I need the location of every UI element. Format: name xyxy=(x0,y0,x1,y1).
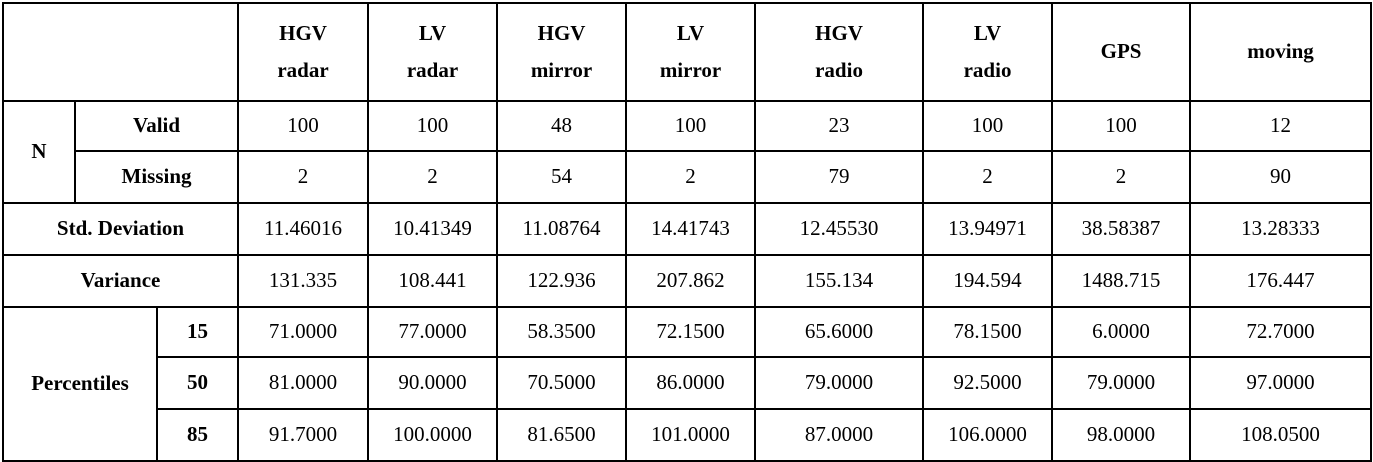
table-cell: 100 xyxy=(923,101,1052,151)
table-row-n-valid xyxy=(3,101,1371,151)
column-header xyxy=(497,3,626,101)
table-cell: 81.6500 xyxy=(497,409,626,461)
column-header-line2: mirror xyxy=(659,58,722,82)
row-label-valid: Valid xyxy=(75,101,238,151)
column-header-line2: mirror xyxy=(530,58,593,82)
table-cell: 90.0000 xyxy=(368,357,497,409)
table-cell: 13.28333 xyxy=(1190,203,1371,255)
table-cell: 77.0000 xyxy=(368,307,497,357)
column-header xyxy=(368,3,497,101)
percentile-label: 50 xyxy=(157,357,238,409)
table-row-percentile-50 xyxy=(3,357,1371,409)
table-cell: 2 xyxy=(368,151,497,203)
table-cell: 38.58387 xyxy=(1052,203,1190,255)
table-cell: 14.41743 xyxy=(626,203,755,255)
table-cell: 100 xyxy=(626,101,755,151)
table-cell: 108.0500 xyxy=(1190,409,1371,461)
table-cell: 92.5000 xyxy=(923,357,1052,409)
table-cell: 23 xyxy=(755,101,923,151)
table-cell: 79.0000 xyxy=(1052,357,1190,409)
table-cell: 91.7000 xyxy=(238,409,368,461)
table-cell: 97.0000 xyxy=(1190,357,1371,409)
table-cell: 98.0000 xyxy=(1052,409,1190,461)
table-cell: 2 xyxy=(1052,151,1190,203)
table-cell: 81.0000 xyxy=(238,357,368,409)
row-label-missing: Missing xyxy=(75,151,238,203)
table-cell: 2 xyxy=(626,151,755,203)
percentile-label: 85 xyxy=(157,409,238,461)
table-cell: 155.134 xyxy=(755,255,923,307)
table-cell: 12.45530 xyxy=(755,203,923,255)
table-cell: 207.862 xyxy=(626,255,755,307)
column-header-line1: LV xyxy=(418,20,447,45)
table-cell: 100.0000 xyxy=(368,409,497,461)
column-header xyxy=(923,3,1052,101)
percentile-label: 15 xyxy=(157,307,238,357)
table-cell: 100 xyxy=(368,101,497,151)
column-header-line2: radar xyxy=(406,58,459,82)
column-header xyxy=(626,3,755,101)
row-group-label-percentiles: Percentiles xyxy=(3,307,157,461)
table-cell: 48 xyxy=(497,101,626,151)
table-cell: 122.936 xyxy=(497,255,626,307)
table-cell: 11.08764 xyxy=(497,203,626,255)
table-cell: 79.0000 xyxy=(755,357,923,409)
header-row xyxy=(3,3,1371,101)
table-cell: 54 xyxy=(497,151,626,203)
table-row-percentile-15 xyxy=(3,307,1371,357)
header-corner-cell xyxy=(3,3,238,101)
table-cell: 6.0000 xyxy=(1052,307,1190,357)
row-group-label-n: N xyxy=(3,101,75,203)
row-label-variance: Variance xyxy=(3,255,238,307)
table-cell: 87.0000 xyxy=(755,409,923,461)
table-cell: 90 xyxy=(1190,151,1371,203)
table-cell: 131.335 xyxy=(238,255,368,307)
table-cell: 13.94971 xyxy=(923,203,1052,255)
column-header-line2: radio xyxy=(815,58,863,82)
column-header-line2: radar xyxy=(277,58,329,82)
column-header-line2: radio xyxy=(963,58,1012,82)
table-cell: 108.441 xyxy=(368,255,497,307)
table-cell: 194.594 xyxy=(923,255,1052,307)
table-row-variance xyxy=(3,255,1371,307)
table-row-std-deviation xyxy=(3,203,1371,255)
table-cell: 2 xyxy=(238,151,368,203)
table-cell: 100 xyxy=(238,101,368,151)
table-cell: 1488.715 xyxy=(1052,255,1190,307)
table-row-percentile-85 xyxy=(3,409,1371,461)
table-cell: 176.447 xyxy=(1190,255,1371,307)
table-row-n-missing xyxy=(3,151,1371,203)
table-cell: 58.3500 xyxy=(497,307,626,357)
table-cell: 78.1500 xyxy=(923,307,1052,357)
table-cell: 86.0000 xyxy=(626,357,755,409)
column-header-line1: HGV xyxy=(537,20,586,45)
table-cell: 72.1500 xyxy=(626,307,755,357)
column-header: moving xyxy=(1190,3,1371,101)
table-cell: 72.7000 xyxy=(1190,307,1371,357)
column-header-line1: LV xyxy=(973,20,1002,45)
column-header xyxy=(755,3,923,101)
column-header-line1: HGV xyxy=(279,20,327,45)
table-cell: 101.0000 xyxy=(626,409,755,461)
table-cell: 106.0000 xyxy=(923,409,1052,461)
column-header: GPS xyxy=(1052,3,1190,101)
table-cell: 65.6000 xyxy=(755,307,923,357)
table-cell: 79 xyxy=(755,151,923,203)
table-cell: 70.5000 xyxy=(497,357,626,409)
column-header-line1: HGV xyxy=(815,20,863,45)
table-cell: 10.41349 xyxy=(368,203,497,255)
row-label-std-deviation: Std. Deviation xyxy=(3,203,238,255)
column-header-line1: LV xyxy=(676,20,705,45)
table-cell: 100 xyxy=(1052,101,1190,151)
table-cell: 71.0000 xyxy=(238,307,368,357)
table-cell: 2 xyxy=(923,151,1052,203)
table-cell: 11.46016 xyxy=(238,203,368,255)
table-cell: 12 xyxy=(1190,101,1371,151)
statistics-table xyxy=(2,2,1372,462)
column-header xyxy=(238,3,368,101)
